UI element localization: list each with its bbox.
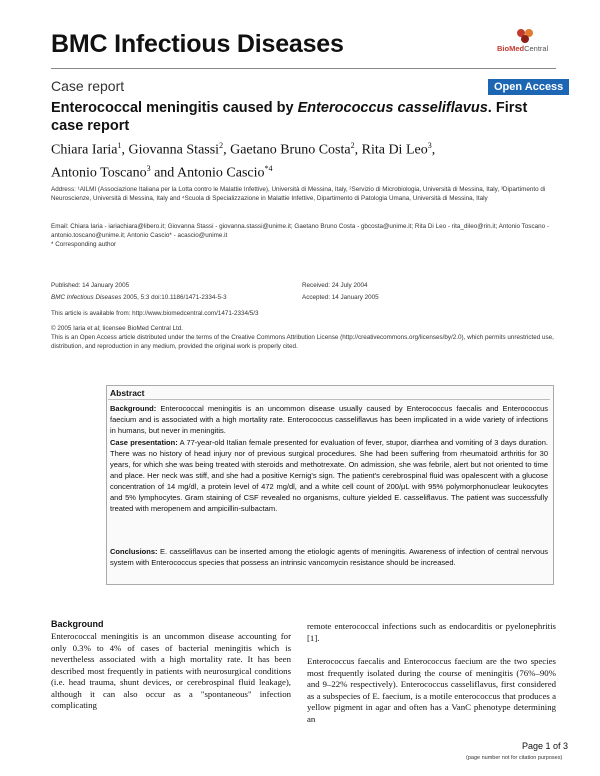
abstract-background-text: Enterococcal meningitis is an uncommon disease usually caused by Enterococcus faecalis and Enterococcus faecium and is associated with a high mortality rate. Enterococcus casseliflavus has been implicated in a wide variety of infections in humans, but never in meningitis. — [110, 404, 548, 435]
author-addresses: Address: ¹AILMI (Associazione Italiana per la Lotta contro le Malattie Infettive), Università di Messina, Italy, ²Servizio di Microbiologia, Università di Messina, Italy, ³Dipartimento di Neuroscienze, Università di Messina, Italy and ⁴Scuola di Specializzazione in Malattie Infettive, Dipartimento di Patologia Umana, Università di Messina, Italy — [51, 186, 546, 202]
license-statement[interactable]: This is an Open Access article distributed under the terms of the Creative Commons Attribution License (http://creativecommons.org/licenses/by/2.0), which permits unrestricted use, distribution, and reproduction in any medium, provided the original work is properly cited. — [51, 334, 554, 350]
author[interactable]: Gaetano Bruno Costa — [230, 142, 351, 158]
abstract-conclusions-label: Conclusions: — [110, 547, 158, 556]
title-part-end: . First case report — [51, 100, 528, 134]
biomed-logo-icon — [516, 28, 534, 44]
article-title — [51, 99, 556, 135]
journal-title: BMC Infectious Diseases — [51, 30, 344, 58]
title-part-italic: Enterococcus casseliflavus — [297, 100, 488, 116]
background-heading: Background — [51, 619, 104, 629]
author-affiliation: 1 — [117, 141, 122, 150]
published-date: Published: 14 January 2005 — [51, 282, 130, 289]
abstract-divider — [108, 399, 550, 400]
corresponding-author-note: * Corresponding author — [51, 241, 117, 248]
abstract-background — [110, 403, 548, 436]
author-emails[interactable]: Email: Chiara Iaria - iariachiara@libero.it; Giovanna Stassi - giovanna.stassi@unime.it; Gaetano Bruno Costa - gbcosta@unime.it; Rita Di Leo - rita_dileo@rin.it; Antonio Toscano - antonio.toscano@unime.it; Antonio Cascio* - acascio@unime.it — [51, 223, 549, 239]
article-url[interactable]: This article is available from: http://www.biomedcentral.com/1471-2334/5/3 — [51, 310, 259, 317]
author[interactable]: Rita Di Leo — [361, 142, 428, 158]
author[interactable]: Antonio Cascio — [177, 165, 265, 181]
abstract-case-presentation — [110, 437, 548, 514]
title-part-main: Enterococcal meningitis caused by — [51, 100, 298, 116]
abstract-heading: Abstract — [110, 388, 145, 398]
abstract-conclusions-text: E. casseliflavus can be inserted among the etiologic agents of meningitis. Awareness of infection of central nervous system with Enterococcus species that possess an intrinsic vancomycin resistance should be increased. — [110, 547, 548, 567]
author[interactable]: Giovanna Stassi — [128, 142, 220, 158]
received-date: Received: 24 July 2004 — [302, 282, 368, 289]
abstract-case-text: A 77-year-old Italian female presented for evaluation of fever, stupor, diarrhea and vomiting of 3 days duration. There was no history of head injury nor of previous surgical procedures. She had been suffering from rheumatoid arthritis for 30 years, for which she was being treated with steroids and methotrexate. On admission, she was febrile, alert but not oriented to time and place. Her neck was stiff, and she had a positive Kernig's sign. The patient's cerebrospinal fluid was opalescent with a glucose concentration of 14 mg/dl, a protein level of 472 mg/dl, and a white cell count of 200/μL with 95% polymorphonuclear leukocytes and 5% lymphocytes. Gram staining of CSF revealed no organisms, culture yielded E. casseliflavus. The patient was successfully treated with meropenem and ampicillin-sulbactam. — [110, 438, 548, 513]
author[interactable]: Chiara Iaria — [51, 142, 118, 158]
abstract-background-label: Background: — [110, 404, 157, 413]
accepted-date: Accepted: 14 January 2005 — [302, 294, 379, 301]
logo-biomed-text: BioMed — [497, 44, 525, 53]
abstract-case-label: Case presentation: — [110, 438, 178, 447]
author-affiliation: 2 — [350, 141, 355, 150]
author-affiliation: *4 — [264, 163, 273, 173]
author-affiliation: 3 — [427, 141, 432, 150]
body-right-column-para1: remote enterococcal infections such as endocarditis or pyelonephritis [1]. — [307, 621, 556, 643]
open-access-badge: Open Access — [488, 79, 569, 95]
abstract-conclusions — [110, 546, 548, 568]
copyright-notice: © 2005 Iaria et al; licensee BioMed Central Ltd. — [51, 325, 184, 332]
citation-doi[interactable]: 2005, 5:3 doi:10.1186/1471-2334-5-3 — [121, 294, 227, 301]
citation-journal: BMC Infectious Diseases — [51, 294, 122, 301]
author-affiliation: 3 — [146, 163, 151, 173]
citation — [51, 294, 227, 303]
biomed-central-logo[interactable] — [497, 28, 555, 58]
author[interactable]: Antonio Toscano — [51, 165, 147, 181]
article-type: Case report — [51, 78, 125, 94]
body-left-column: Enterococcal meningitis is an uncommon disease accounting for only 0.3% to 4% of cases of bacterial meningitis which is nevertheless associated with a high mortality rate. It has been described most frequently in patients with neurosurgical conditions (i.e. head trauma, shunt devices, or cerebrospinal fluid leakage), although it can also occur as a "spontaneous" infection complicating — [51, 631, 291, 710]
author-list: Chiara Iaria$^1$, Giovanna Stassi$^2$, Gaetano Bruno Costa$^2$, Rita Di Leo$^3$, Antonio Toscano$^3$ and Antonio Cascio$^{*4}$ — [51, 141, 436, 181]
logo-central-text: Central — [524, 44, 549, 53]
header-divider — [51, 68, 556, 69]
author-affiliation: 2 — [219, 141, 224, 150]
page-number: Page 1 of 3 — [522, 741, 569, 751]
page-number-note: (page number not for citation purposes) — [466, 755, 563, 761]
body-right-column-para2: Enterococcus faecalis and Enterococcus faecium are the two species most frequently isolated during the course of meningitis (76%–90% and 9–22% respectively). Enterococcus casseliflavus, first considered as a subspecies of E. faecium, is a motile enterococcus that produces a yellow pigment in agar and often has a VanC phenotype determining an — [307, 656, 556, 724]
